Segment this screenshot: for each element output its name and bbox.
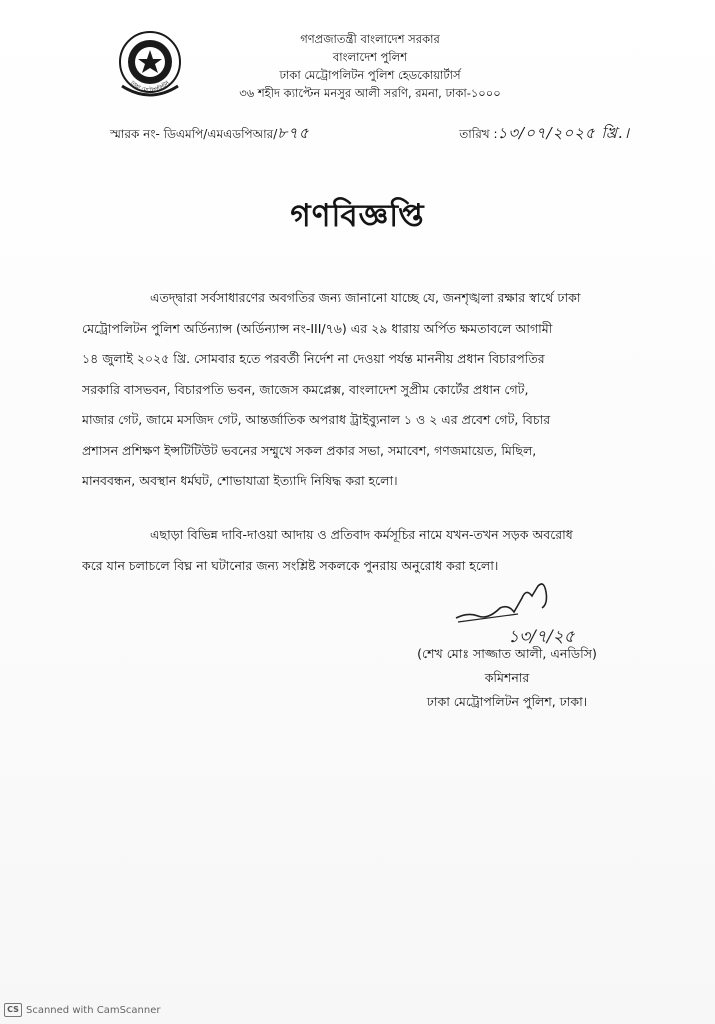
signatory-name: (শেখ মোঃ সাজ্জাত আলী, এনডিসি) xyxy=(417,646,597,661)
letterhead-government: গণপ্রজাতন্ত্রী বাংলাদেশ সরকার xyxy=(300,32,440,46)
paragraph-line: ১৪ জুলাই ২০২৫ খ্রি. সোমবার হতে পরবর্তী নির্দেশ না দেওয়া পর্যন্ত মাননীয় প্রধান বিচারপতির xyxy=(82,351,545,366)
paragraph-line: সরকারি বাসভবন, বিচারপতি ভবন, জাজেস কমপ্লেক্স, বাংলাদেশ সুপ্রীম কোর্টের প্রধান গেট, xyxy=(82,381,529,397)
paragraph-line: এতদ্দ্বারা সর্বসাধারণের অবগতির জন্য জানানো যাচ্ছে যে, জনশৃঙ্খলা রক্ষার স্বার্থে ঢাকা xyxy=(150,290,581,305)
letterhead-address: ৩৬ শহীদ ক্যাপ্টেন মনসুর আলী সরণি, রমনা, ঢাকা-১০০০ xyxy=(239,86,501,100)
scanner-watermark-text: Scanned with CamScanner xyxy=(26,1004,161,1016)
memo-date-value: ১৩/০৭/২০২৫ খ্রি.। xyxy=(497,124,630,142)
paragraph-line: এছাড়া বিভিন্ন দাবি-দাওয়া আদায় ও প্রতিবাদ কর্মসূচির নামে যখন-তখন সড়ক অবরোধ xyxy=(150,527,573,542)
memo-row xyxy=(110,122,630,142)
memo-reference-number: ৮৭৫ xyxy=(277,124,310,142)
notice-paragraph-1 xyxy=(82,283,630,497)
memo-reference xyxy=(110,122,310,147)
paragraph-line: প্রশাসন প্রশিক্ষণ ইন্সটিটিউট ভবনের সম্মুখে সকল প্রকার সভা, সমাবেশ, গণজমায়েত, মিছিল, xyxy=(82,442,537,458)
notice-title: গণবিজ্ঞপ্তি xyxy=(290,198,425,234)
notice-paragraph-2 xyxy=(82,520,630,581)
signatory-office: ঢাকা মেট্রোপলিটন পুলিশ, ঢাকা। xyxy=(426,694,588,709)
letterhead xyxy=(205,30,535,102)
signature-date: ১৩/৭/২৫ xyxy=(508,627,575,647)
handwritten-signature xyxy=(448,578,598,648)
signatory-block xyxy=(392,642,622,714)
scanner-watermark xyxy=(4,1003,161,1017)
paragraph-line: করে যান চলাচলে বিঘ্ন না ঘটানোর জন্য সংশ্লিষ্ট সকলকে পুনরায় অনুরোধ করা হলো। xyxy=(82,557,499,573)
paragraph-line: মাজার গেট, জামে মসজিদ গেট, আন্তর্জাতিক অপরাধ ট্রাইব্যুনাল ১ ও ২ এর প্রবেশ গেট, বিচার xyxy=(82,412,551,427)
signatory-designation: কমিশনার xyxy=(484,670,530,685)
camscanner-icon: CS xyxy=(4,1003,22,1017)
memo-date xyxy=(459,122,630,147)
letterhead-police: বাংলাদেশ পুলিশ xyxy=(332,50,408,64)
letterhead-headquarters: ঢাকা মেট্রোপলিটন পুলিশ হেডকোয়ার্টার্স xyxy=(279,68,461,82)
police-emblem-icon xyxy=(114,28,186,100)
paragraph-line: মানববন্ধন, অবস্থান ধর্মঘট, শোভাযাত্রা ইত্যাদি নিষিদ্ধ করা হলো। xyxy=(82,473,398,488)
logo-text: ঢাকা মেট্রোপলিটন xyxy=(128,79,172,95)
memo-reference-label: স্মারক নং- ডিএমপি/এমএডপিআর/ xyxy=(110,127,278,141)
paragraph-line: মেট্রোপলিটন পুলিশ অর্ডিন্যান্স (অর্ডিন্যান্স নং-III/৭৬) এর ২৯ ধারায় অর্পিত ক্ষমতাবলে আগামী xyxy=(82,320,553,336)
memo-date-label: তারিখ : xyxy=(459,127,498,141)
